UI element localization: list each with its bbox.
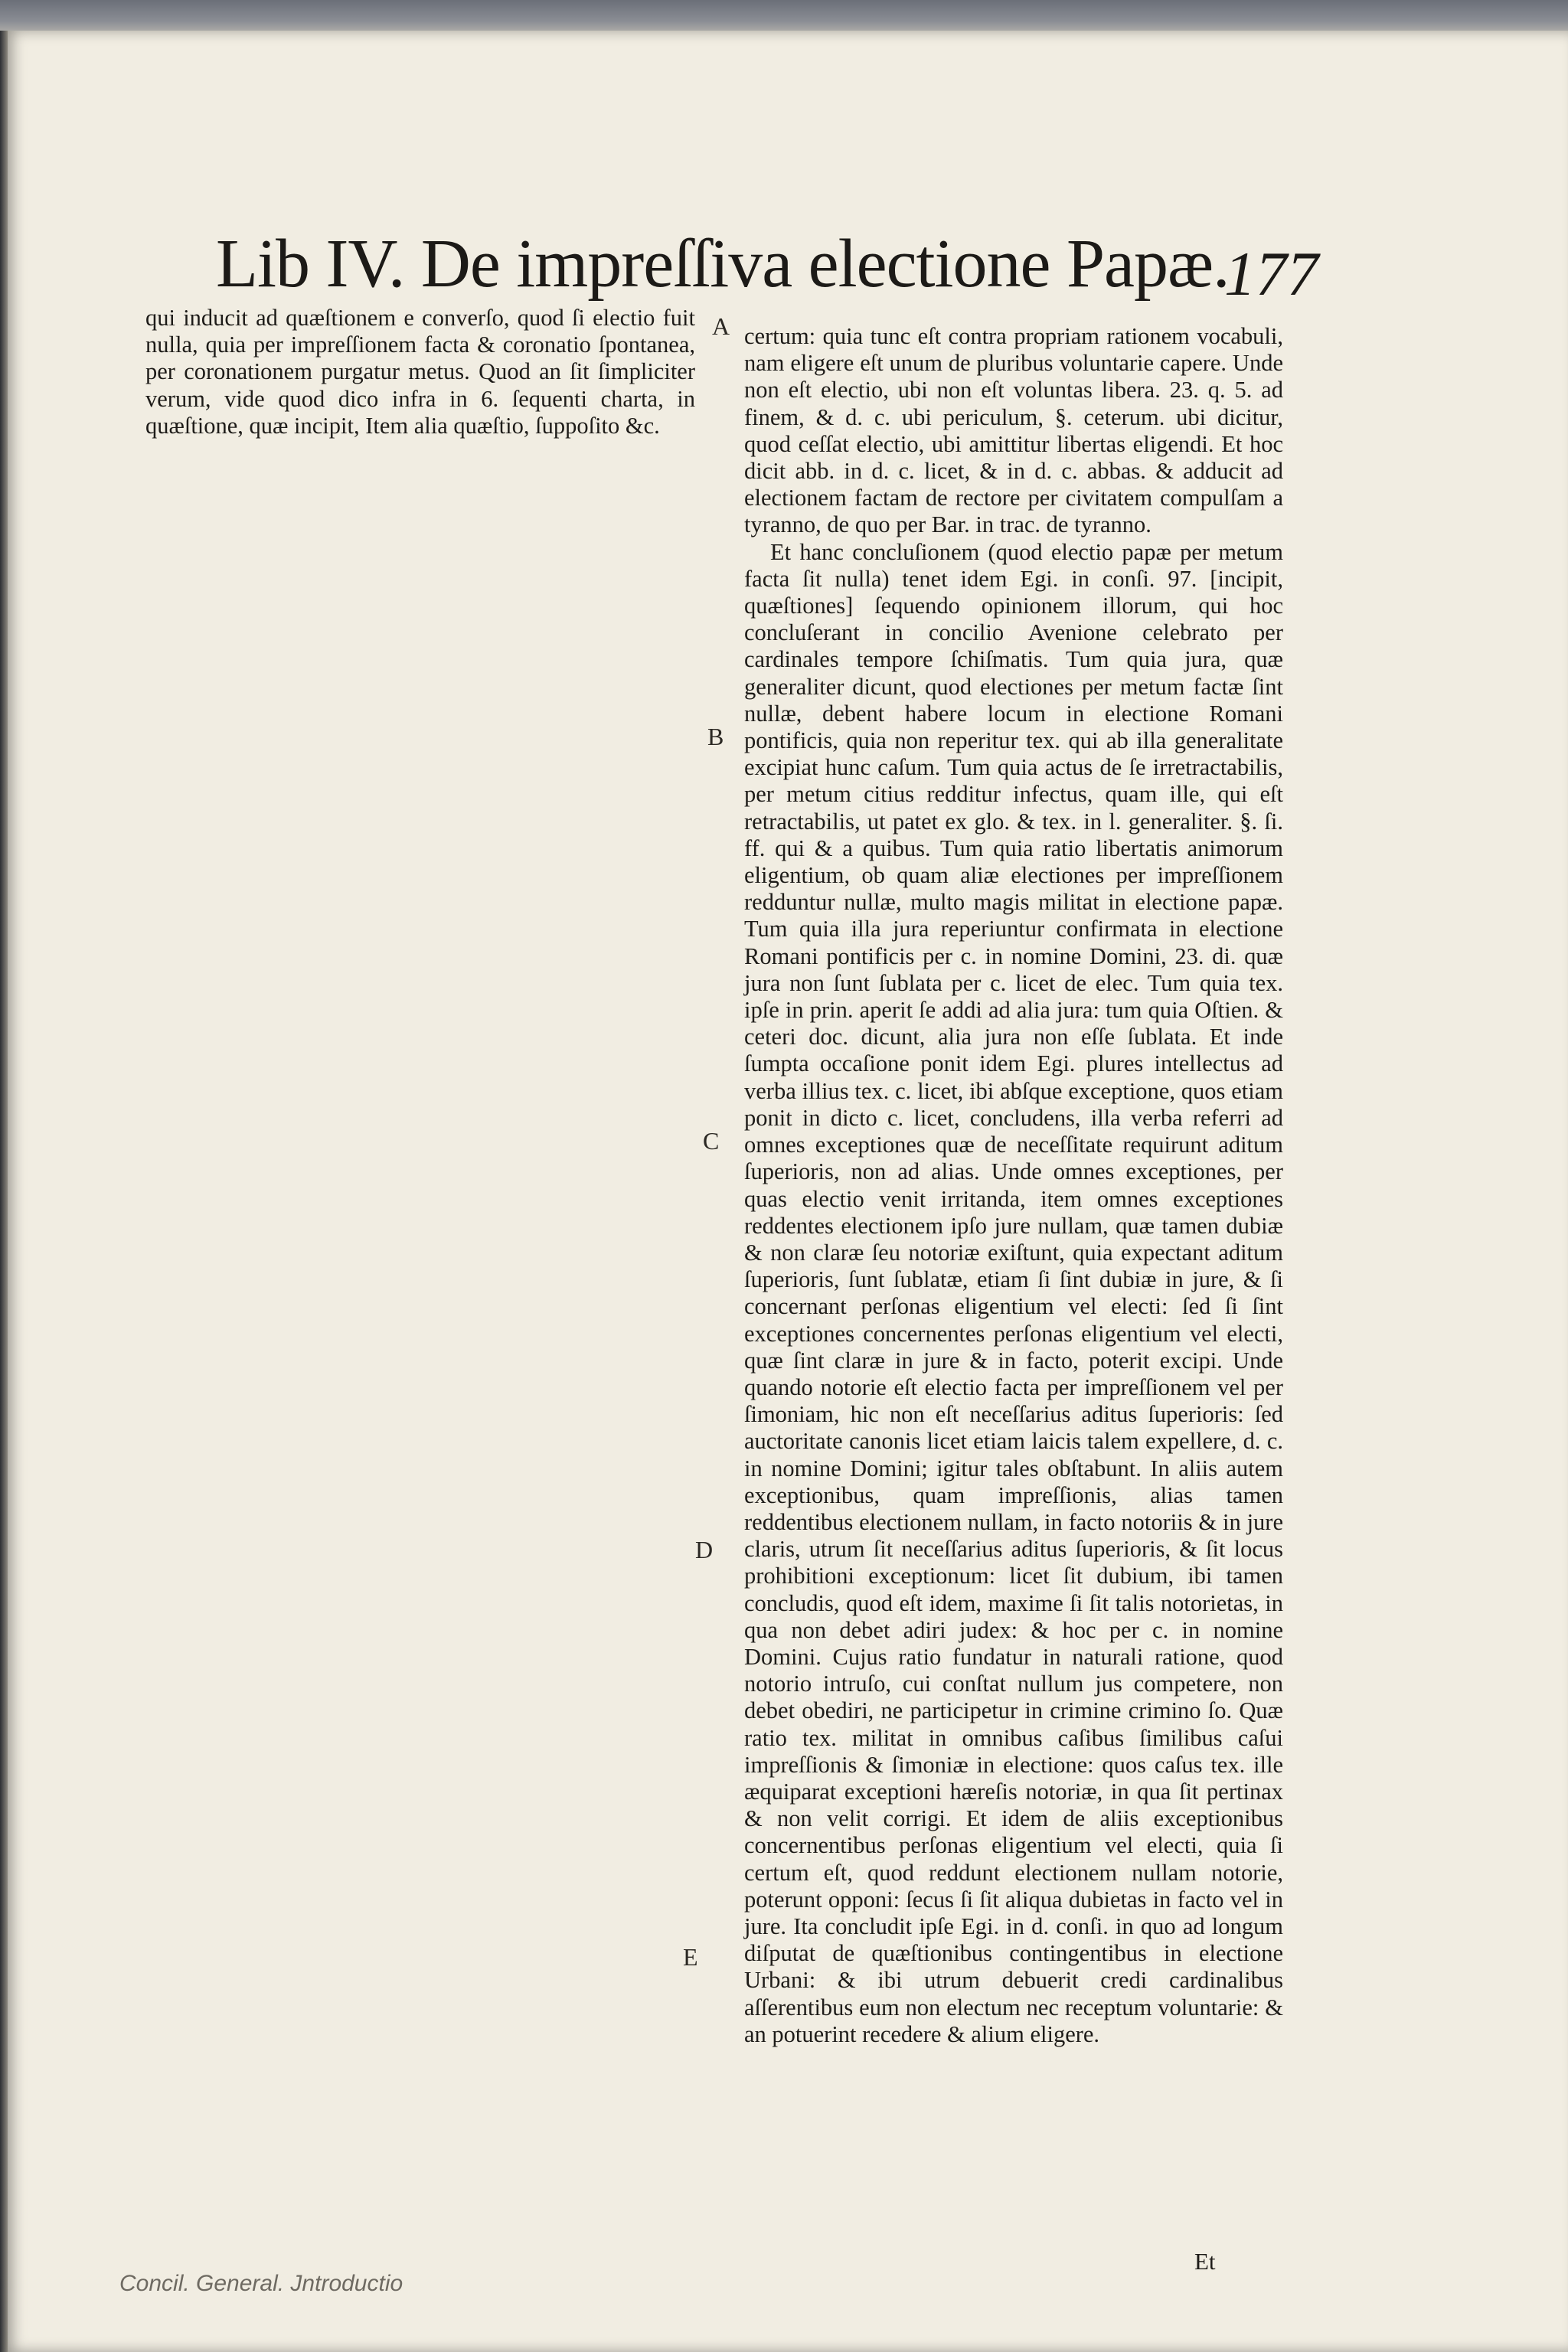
catchword: Et xyxy=(1194,2248,1216,2275)
page-gutter-shadow xyxy=(0,31,8,2352)
right-column xyxy=(744,323,1283,2048)
right-paragraph: Et hanc concluſionem (quod electio papæ per metum facta ſit nulla) tenet idem Egi. in conſi. 97. [incipit, quæſtiones] ſequendo opinionem illorum, qui hoc concluſerant in concilio Avenione celebrato per cardinales tempore ſchiſmatis. Tum quia jura, quæ generaliter dicunt, quod electiones per metum factæ ſint nullæ, debent habere locum in electione Romani pontificis, quia non reperitur tex. qui ab illa generalitate excipiat hunc caſum. Tum quia actus de ſe irretractabilis, per metum citius redditur infectus, quam ille, qui eſt retractabilis, ut patet ex glo. & tex. in l. generaliter. §. ſi. ff. qui & a quibus. Tum quia ratio libertatis animorum eligentium, ob quam aliæ electiones per impreſſionem redduntur nullæ, multo magis militat in electione papæ. Tum quia illa jura reperiuntur confirmata in electione Romani pontificis per c. in nomine Domini, 23. di. quæ jura non ſunt ſublata per c. licet de elec. Tum quia tex. ipſe in prin. aperit ſe addi ad alia jura: tum quia Oſtien. & ceteri doc. dicunt, alia jura non eſſe ſublata. Et inde ſumpta occaſione ponit idem Egi. plures intellectus ad verba illius tex. c. licet, ibi abſque exceptione, quos etiam ponit in dicto c. licet, concludens, illa verba referri ad omnes exceptiones quæ de neceſſitate requirunt aditum ſuperioris, non ad alias. Unde omnes exceptiones, per quas electio venit irritanda, item omnes exceptiones reddentes electionem ipſo jure nullam, quæ tamen dubiæ & non claræ ſeu notoriæ exiſtunt, quia expectant aditum ſuperioris, ſunt ſublatæ, etiam ſi ſint dubiæ in jure, & ſi concernant perſonas eligentium vel electi: ſed ſi ſint exceptiones concernentes perſonas eligentium vel electi, quæ ſint claræ in jure & in facto, poterit excipi. Unde quando notorie eſt electio facta per impreſſionem vel per ſimoniam, hic non eſt neceſſarius aditus ſuperioris: ſed auctoritate canonis licet etiam laicis talem expellere, d. c. in nomine Domini; igitur tales obſtabunt. In aliis autem exceptionibus, quam impreſſionis, alias tamen reddentibus electionem nullam, in facto notoriis & in jure claris, utrum ſit neceſſarius aditus ſuperioris, & ſit locus prohibitioni exceptionum: licet ſit dubium, ibi tamen concludis, quod eſt idem, maxime ſi ſit talis notorietas, in qua non debet adiri judex: & hoc per c. in nomine Domini. Cujus ratio fundatur in naturali ratione, quod notorio intruſo, cui conſtat nullum jus competere, non debet obediri, ne participetur in crimine crimino ſo. Quæ ratio tex. militat in omnibus caſibus ſimilibus caſui impreſſionis & ſimoniæ in electione: quos caſus tex. ille æquiparat exceptioni hæreſis notoriæ, in qua ſit pertinax & non velit corrigi. Et idem de aliis exceptionibus concernentibus perſonas eligentium vel electi, quia ſi certum eſt, quod reddunt electionem nullam notorie, poterunt opponi: ſecus ſi ſit aliqua dubietas in facto vel in jure. Ita concludit ipſe Egi. in d. conſi. in quo ad longum diſputat de quæſtionibus contingentibus in electione Urbani: & ibi utrum debuerit credi cardinalibus aſſerentibus eum non electum nec receptum voluntarie: & an potuerint recedere & alium eligere. xyxy=(744,538,1283,2047)
footer-note: Concil. General. Jntroductio xyxy=(119,2271,403,2296)
margin-letter-e: E xyxy=(683,1943,698,1971)
running-head-title: Lib IV. De impreſſiva electione Papæ. xyxy=(216,226,1230,302)
left-paragraph: qui inducit ad quæſtionem e converſo, quod ſi electio fuit nulla, quia per impreſſionem facta & coronatio ſpontanea, per coronationem purgatur metus. Quod an ſit ſimpliciter verum, vide quod dico infra in 6. ſequenti charta, in quæſtione, quæ incipit, Item alia quæſtio, ſuppoſito &c. xyxy=(145,305,695,439)
left-column xyxy=(145,305,695,439)
margin-letter-a: A xyxy=(712,312,730,340)
margin-letter-b: B xyxy=(707,723,724,750)
margin-letter-c: C xyxy=(703,1127,720,1155)
page-number: 177 xyxy=(1224,239,1318,309)
margin-letter-d: D xyxy=(695,1536,714,1563)
right-paragraph: certum: quia tunc eſt contra propriam rationem vocabuli, nam eligere eſt unum de pluribus voluntarie capere. Unde non eſt electio, ubi non eſt voluntas libera. 23. q. 5. ad finem, & d. c. ubi periculum, §. ceterum. ubi dicitur, quod ceſſat electio, ubi amittitur libertas eligendi. Et hoc dicit abb. in d. c. licet, & in d. c. abbas. & adducit ad electionem factam de rectore per civitatem compulſam a tyranno, de quo per Bar. in trac. de tyranno. xyxy=(744,323,1283,538)
